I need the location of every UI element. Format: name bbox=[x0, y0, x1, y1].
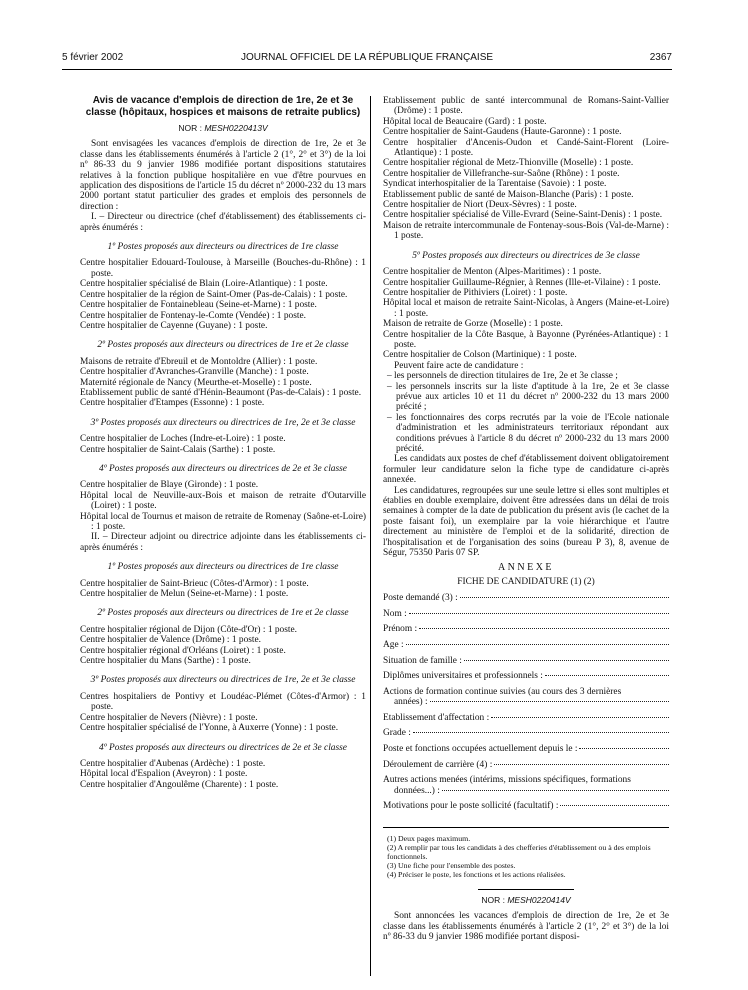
nor-code: MESH0220414V bbox=[507, 894, 571, 905]
list-item: Centre hospitalier de Saint-Calais (Sarthe) : 1 poste. bbox=[80, 444, 276, 455]
field-label: Age : bbox=[383, 640, 404, 651]
section-1-heading: I. – Directeur ou directrice (chef d'établissement) des établissements ci-après énumérés : bbox=[80, 212, 366, 233]
list-item: Centre hospitalier spécialisé de l'Yonne, à Auxerre (Yonne) : 1 poste. bbox=[80, 723, 339, 734]
list-item: Hôpital local de Beaucaire (Gard) : 1 poste. bbox=[383, 116, 547, 127]
list-item: Centre hospitalier de la Côte Basque, à Bayonne (Pyrénées-Atlantique) : 1 poste. bbox=[383, 329, 669, 350]
notice-title: Avis de vacance d'emplois de direction de 1re, 2e et 3e classe (hôpitaux, hospices et maisons de retraite publics) bbox=[85, 95, 361, 118]
dotted-line bbox=[430, 701, 669, 702]
list-item: Centre hospitalier spécialisé de Blain (Loire-Atlantique) : 1 poste. bbox=[80, 279, 328, 290]
footnote: (4) Préciser le poste, les fonctions et les actions réalisées. bbox=[387, 869, 566, 879]
list-item: Centre hospitalier de Niort (Deux-Sèvres) : 1 poste. bbox=[383, 200, 577, 211]
header-rule bbox=[62, 69, 672, 70]
dotted-line bbox=[413, 732, 669, 733]
list-item: Maisons de retraite d'Ebreuil et de Montoldre (Allier) : 1 poste. bbox=[80, 356, 318, 367]
submission-paragraph: Les candidatures, regroupées sur une seule lettre si elles sont multiples et établies en double exemplaire, doivent être adressées dans un délai de trois semaines à compter de la date de publication du présent avis (le cachet de la poste faisant foi), un exemplaire par la voie hiérarchique et l'autre directement au ministère de l'emploi et de la solidarité, direction de l'hospitalisation et de l'organisation des soins (bureau P 3), 8, avenue de Ségur, 75350 Paris 07 SP. bbox=[383, 485, 669, 559]
list-item: Hôpital local et maison de retraite Saint-Nicolas, à Angers (Maine-et-Loire) : 1 poste. bbox=[383, 298, 669, 319]
list-item: Centre hospitalier de Cayenne (Guyane) : 1 poste. bbox=[80, 320, 268, 331]
list-item: Etablissement public de santé intercommunal de Romans-Saint-Vallier (Drôme) : 1 poste. bbox=[383, 96, 669, 117]
form-field-nom bbox=[383, 609, 669, 625]
nor-label: NOR : bbox=[178, 123, 202, 133]
field-label: Etablissement d'affectation : bbox=[383, 712, 490, 723]
section-2-heading: II. – Directeur adjoint ou directrice adjointe dans les établissements ci-après énumérés : bbox=[80, 532, 366, 553]
list-item: Centre hospitalier Edouard-Toulouse, à Marseille (Bouches-du-Rhône) : 1 poste. bbox=[80, 258, 366, 279]
list-item: Centre hospitalier de Fontainebleau (Seine-et-Marne) : 1 poste. bbox=[80, 300, 317, 311]
list-item: Centre hospitalier de Nevers (Nièvre) : 1 poste. bbox=[80, 712, 258, 723]
dotted-line bbox=[464, 660, 669, 661]
dotted-line bbox=[545, 675, 669, 676]
field-label: Nom : bbox=[383, 608, 407, 619]
field-label: Situation de famille : bbox=[383, 655, 462, 666]
list-item: Centre hospitalier de Colson (Martinique) : 1 poste. bbox=[383, 350, 577, 361]
list-item: Centre hospitalier de Saint-Gaudens (Haute-Garonne) : 1 poste. bbox=[383, 127, 622, 138]
group-heading: 1º Postes proposés aux directeurs ou directrices de 1re classe bbox=[107, 242, 339, 253]
dotted-line bbox=[494, 764, 669, 765]
form-field-situation bbox=[383, 656, 669, 672]
header-journal-title: JOURNAL OFFICIEL DE LA RÉPUBLIQUE FRANÇAISE bbox=[240, 52, 494, 63]
form-field-motivations bbox=[383, 801, 669, 817]
list-item: Centre hospitalier de Melun (Seine-et-Marne) : 1 poste. bbox=[80, 589, 289, 600]
footnote: (2) A remplir par tous les candidats à des chefferies d'établissement ou à des emplois fonctionnels. bbox=[387, 842, 651, 861]
dotted-line bbox=[419, 628, 669, 629]
page-header bbox=[62, 52, 672, 66]
group-heading: 5º Postes proposés aux directeurs ou directrices de 3e classe bbox=[412, 250, 640, 261]
candidature-item: – les personnels de direction titulaires de 1re, 2e et 3e classe ; bbox=[387, 371, 618, 382]
form-field-formation bbox=[383, 687, 669, 697]
nor-code: MESH0220413V bbox=[204, 123, 268, 133]
field-label: Prénom : bbox=[383, 624, 418, 635]
list-item: Etablissement public de santé d'Hénin-Beaumont (Pas-de-Calais) : 1 poste. bbox=[80, 387, 362, 398]
list-item: Centre hospitalier de Villefranche-sur-Saône (Rhône) : 1 poste. bbox=[383, 168, 620, 179]
list-item: Centre hospitalier du Mans (Sarthe) : 1 poste. bbox=[80, 656, 251, 667]
list-item: Centre hospitalier d'Aubenas (Ardèche) : 1 poste. bbox=[80, 758, 266, 769]
field-label: Déroulement de carrière (4) : bbox=[383, 759, 493, 770]
intro-paragraph: Sont envisagées les vacances d'emplois de direction de 1re, 2e et 3e classe dans les établissements énumérés à l'article 2 (1°, 2° et 3°) de la loi nº 86-33 du 9 janvier 1986 modifiée portant dispositions statutaires relatives à la fonction publique hospitalière en vue d'être pourvues en application des dispositions de l'article 15 du décret nº 2000-232 du 13 mars 2000 portant statut particulier des grades et emplois des personnels de direction : bbox=[80, 139, 366, 212]
footnote: (1) Deux pages maximum. bbox=[387, 833, 471, 843]
list-item: Centres hospitaliers de Pontivy et Loudéac-Plémet (Côtes-d'Armor) : 1 poste. bbox=[80, 691, 366, 713]
form-field-poste-actuel bbox=[383, 744, 669, 760]
list-item: Centre hospitalier de Pithiviers (Loiret) : 1 poste. bbox=[383, 287, 568, 298]
list-item: Centre hospitalier régional de Metz-Thionville (Moselle) : 1 poste. bbox=[383, 158, 634, 169]
list-item: Centre hospitalier régional d'Orléans (Loiret) : 1 poste. bbox=[80, 645, 286, 656]
field-label: Autres actions menées (intérims, missions spécifiques, formations bbox=[383, 775, 631, 786]
group-heading: 2º Postes proposés aux directeurs ou directrices de 1re et 2e classe bbox=[97, 340, 349, 351]
dotted-line bbox=[460, 597, 669, 598]
group-heading: 1º Postes proposés aux directeurs ou directrices de 1re classe bbox=[107, 562, 339, 573]
dotted-line bbox=[560, 805, 669, 806]
list-item: Centre hospitalier de Menton (Alpes-Maritimes) : 1 poste. bbox=[383, 267, 602, 278]
form-field-prenom bbox=[383, 624, 669, 640]
left-column bbox=[80, 95, 366, 790]
field-label: Actions de formation continue suivies (au cours des 3 dernières bbox=[383, 686, 622, 697]
annexe-heading: ANNEXE bbox=[497, 562, 555, 574]
list-item: Maison de retraite intercommunale de Fontenay-sous-Bois (Val-de-Marne) : 1 poste. bbox=[383, 220, 669, 242]
form-field-autres-cont bbox=[383, 786, 669, 802]
header-page-number: 2367 bbox=[649, 52, 672, 63]
list-item: Centre hospitalier de Valence (Drôme) : 1 poste. bbox=[80, 635, 262, 646]
list-item: Centre hospitalier de Saint-Brieuc (Côtes-d'Armor) : 1 poste. bbox=[80, 578, 309, 589]
candidature-item: – les personnels inscrits sur la liste d'aptitude à la 1re, 2e et 3e classe prévue aux articles 10 et 11 du décret nº 2000-232 du 13 mars 2000 précité ; bbox=[387, 381, 669, 413]
nor-reference-2 bbox=[383, 895, 669, 905]
list-item: Centre hospitalier Guillaume-Régnier, à Rennes (Ille-et-Vilaine) : 1 poste. bbox=[383, 277, 661, 288]
form-field-carriere bbox=[383, 760, 669, 776]
candidature-paragraph: Les candidats aux postes de chef d'établissement doivent obligatoirement formuler leur candidature selon la fiche type de candidature ci-après annexée. bbox=[383, 454, 669, 486]
list-item: Hôpital local de Tournus et maison de retraite de Romenay (Saône-et-Loire) : 1 poste. bbox=[80, 511, 366, 532]
fiche-title: FICHE DE CANDIDATURE (1) (2) bbox=[457, 576, 595, 587]
header-date: 5 février 2002 bbox=[62, 52, 124, 63]
dotted-line bbox=[579, 748, 669, 749]
list-item: Centre hospitalier régional de Dijon (Côte-d'Or) : 1 poste. bbox=[80, 624, 297, 635]
list-item: Maternité régionale de Nancy (Meurthe-et-Moselle) : 1 poste. bbox=[80, 377, 312, 388]
list-item: Centre hospitalier d'Etampes (Essonne) : 1 poste. bbox=[80, 398, 265, 409]
group-heading: 3º Postes proposés aux directeurs ou directrices de 1re, 2e et 3e classe bbox=[90, 417, 356, 428]
column-divider bbox=[370, 96, 371, 976]
dotted-line bbox=[491, 717, 669, 718]
candidature-item: – les fonctionnaires des corps recrutés par la voie de l'Ecole nationale d'administration et les administrateurs territoriaux répondant aux conditions prévues à l'article 8 du décret nº 2000-232 du 13 mars 2000 précité. bbox=[387, 412, 669, 454]
list-item: Centre hospitalier de la région de Saint-Omer (Pas-de-Calais) : 1 poste. bbox=[80, 289, 348, 300]
candidature-intro: Peuvent faire acte de candidature : bbox=[394, 360, 524, 371]
nor-reference bbox=[80, 123, 366, 133]
list-item: Centre hospitalier de Loches (Indre-et-Loire) : 1 poste. bbox=[80, 434, 286, 445]
form-field-grade bbox=[383, 728, 669, 744]
field-label: Diplômes universitaires et professionnels : bbox=[383, 671, 543, 682]
nor-label: NOR : bbox=[481, 894, 505, 905]
right-column bbox=[383, 96, 669, 942]
field-label: Grade : bbox=[383, 728, 411, 739]
dotted-line bbox=[442, 790, 669, 791]
form-field-etablissement bbox=[383, 713, 669, 729]
field-label: Poste demandé (3) : bbox=[383, 593, 458, 604]
form-field-poste bbox=[383, 593, 669, 609]
field-label: Motivations pour le poste sollicité (facultatif) : bbox=[383, 801, 559, 812]
field-label: données...) : bbox=[394, 785, 440, 796]
field-label: Poste et fonctions occupées actuellement depuis le : bbox=[383, 744, 578, 755]
group-heading: 4º Postes proposés aux directeurs ou directrices de 2e et 3e classe bbox=[99, 463, 347, 474]
list-item: Centre hospitalier d'Angoulême (Charente) : 1 poste. bbox=[80, 779, 279, 790]
list-item: Maison de retraite de Gorze (Moselle) : 1 poste. bbox=[383, 319, 563, 330]
list-item: Centre hospitalier de Fontenay-le-Comte (Vendée) : 1 poste. bbox=[80, 310, 306, 321]
form-field-formation-cont bbox=[383, 697, 669, 713]
form-field-age bbox=[383, 640, 669, 656]
list-item: Centre hospitalier d'Avranches-Granville (Manche) : 1 poste. bbox=[80, 367, 309, 378]
list-item: Syndicat interhospitalier de la Tarentaise (Savoie) : 1 poste. bbox=[383, 179, 607, 190]
list-item: Hôpital local d'Espalion (Aveyron) : 1 poste. bbox=[80, 769, 248, 780]
dotted-line bbox=[406, 644, 669, 645]
group-heading: 4º Postes proposés aux directeurs ou directrices de 2e et 3e classe bbox=[99, 742, 347, 753]
footnote: (3) Une fiche pour l'ensemble des postes. bbox=[387, 860, 516, 870]
footnotes bbox=[383, 827, 669, 879]
field-label: années) : bbox=[394, 697, 428, 708]
list-item: Hôpital local de Neuville-aux-Bois et maison de retraite d'Outarville (Loiret) : 1 poste. bbox=[80, 490, 366, 512]
group-heading: 3º Postes proposés aux directeurs ou directrices de 1re, 2e et 3e classe bbox=[90, 675, 356, 686]
list-item: Centre hospitalier d'Ancenis-Oudon et Candé-Saint-Florent (Loire-Atlantique) : 1 poste. bbox=[383, 137, 669, 159]
dotted-line bbox=[409, 613, 669, 614]
form-field-autres bbox=[383, 775, 669, 785]
group-heading: 2º Postes proposés aux directeurs ou directrices de 1re et 2e classe bbox=[97, 608, 349, 619]
final-paragraph: Sont annoncées les vacances d'emplois de direction de 1re, 2e et 3e classe dans les établissements énumérés à l'article 2 (1°, 2° et 3°) de la loi nº 86-33 du 9 janvier 1986 modifiée portant disposi- bbox=[383, 911, 669, 942]
list-item: Centre hospitalier spécialisé de Ville-Evrard (Seine-Saint-Denis) : 1 poste. bbox=[383, 210, 663, 221]
form-field-diplomes bbox=[383, 671, 669, 687]
list-item: Etablissement public de santé de Maison-Blanche (Paris) : 1 poste. bbox=[383, 189, 634, 200]
list-item: Centre hospitalier de Blaye (Gironde) : 1 poste. bbox=[80, 480, 259, 491]
section-separator bbox=[478, 889, 574, 890]
